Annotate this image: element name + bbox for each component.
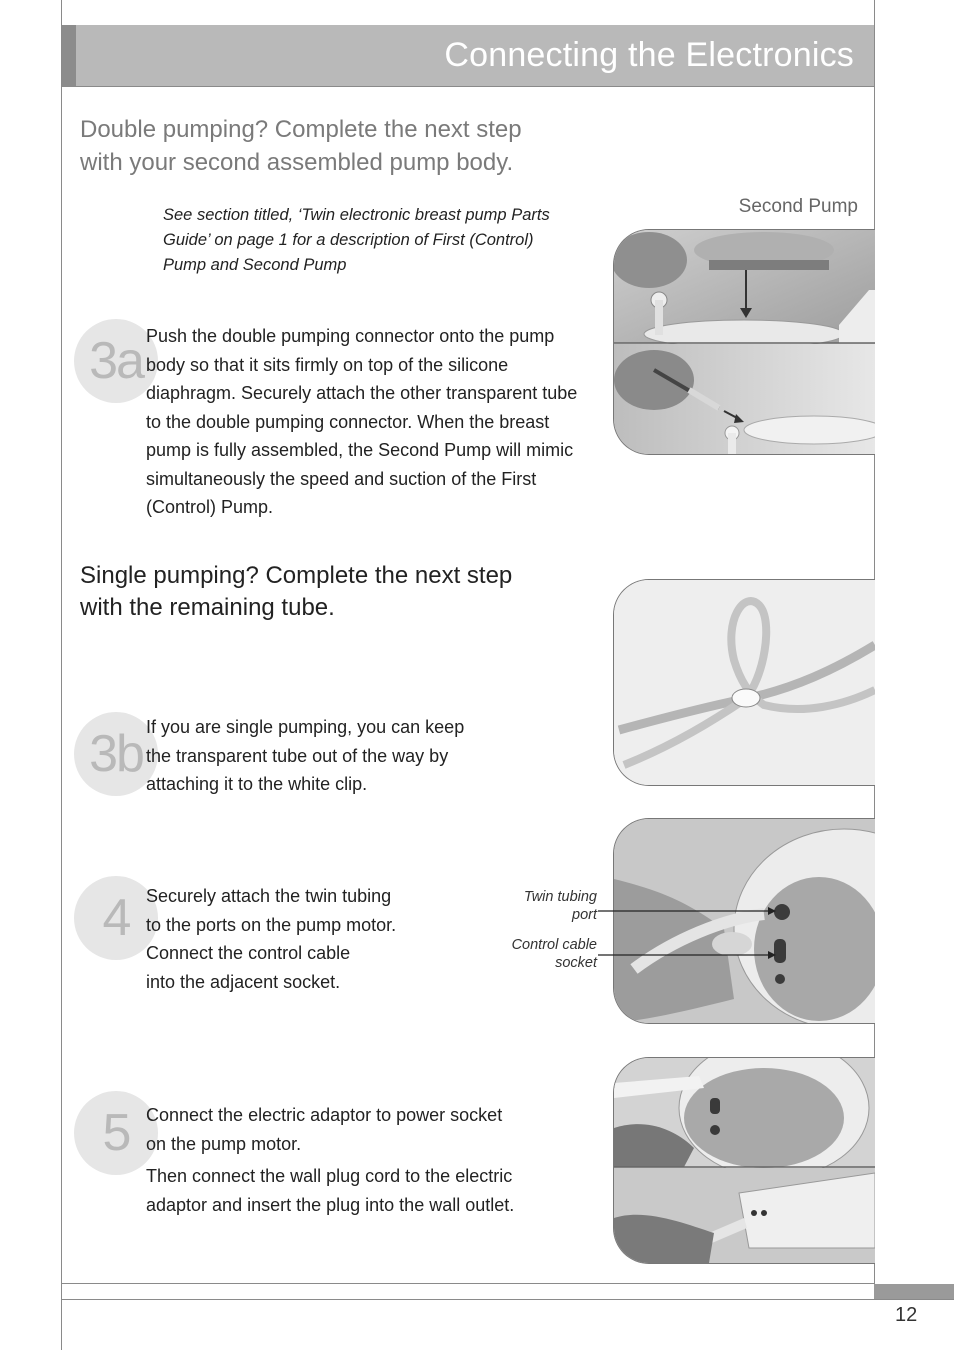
second-pump-photo bbox=[613, 229, 875, 455]
note-line: Pump and Second Pump bbox=[163, 256, 347, 274]
callout-line: socket bbox=[555, 955, 597, 971]
double-pumping-heading bbox=[80, 113, 522, 179]
step-4-number: 4 bbox=[74, 876, 158, 960]
callout-line: Twin tubing bbox=[523, 889, 597, 905]
step-line: diaphragm. Securely attach the other transparent tube bbox=[146, 383, 578, 403]
step-line: adaptor and insert the plug into the wall outlet. bbox=[146, 1194, 515, 1215]
step-5-text bbox=[146, 1101, 514, 1219]
heading-line: with the remaining tube. bbox=[80, 594, 335, 621]
callout-line: Control cable bbox=[511, 937, 597, 953]
step-line: to the ports on the pump motor. bbox=[146, 914, 397, 935]
page-title: Connecting the Electronics bbox=[444, 36, 854, 74]
step-line: the transparent tube out of the way by bbox=[146, 745, 449, 766]
heading-line: Double pumping? Complete the next step bbox=[80, 116, 522, 143]
parts-guide-note bbox=[163, 203, 550, 278]
step-line: (Control) Pump. bbox=[146, 497, 274, 517]
step-5-number: 5 bbox=[74, 1091, 158, 1175]
callout-leaders bbox=[598, 900, 798, 980]
step-line: into the adjacent socket. bbox=[146, 971, 341, 992]
step-line: If you are single pumping, you can keep bbox=[146, 717, 465, 737]
page-number: 12 bbox=[895, 1304, 918, 1326]
step-4-text bbox=[146, 882, 396, 996]
left-margin-line bbox=[61, 0, 62, 1350]
footer-top-line bbox=[61, 1283, 874, 1284]
control-cable-socket-callout bbox=[480, 936, 597, 972]
header-accent bbox=[62, 25, 76, 86]
note-line: See section titled, ‘Twin electronic breast pump Parts bbox=[163, 206, 550, 224]
second-pump-label: Second Pump bbox=[738, 196, 858, 217]
single-pumping-heading bbox=[80, 560, 512, 624]
step-3a-number: 3a bbox=[74, 319, 158, 403]
step-line: attaching it to the white clip. bbox=[146, 774, 368, 794]
footer-tab bbox=[874, 1284, 954, 1299]
step-line: body so that it sits firmly on top of the silicone bbox=[146, 354, 509, 375]
step-3b-number: 3b bbox=[74, 712, 158, 796]
step-line: Connect the control cable bbox=[146, 943, 351, 963]
step-line: Securely attach the twin tubing bbox=[146, 886, 392, 906]
power-adaptor-photo bbox=[613, 1057, 875, 1264]
heading-line: Single pumping? Complete the next step bbox=[80, 562, 513, 589]
step-3a-text bbox=[146, 322, 577, 522]
tube-clip-photo bbox=[613, 579, 875, 786]
footer-bottom-line bbox=[61, 1299, 954, 1300]
step-line: on the pump motor. bbox=[146, 1133, 302, 1154]
note-line: Guide’ on page 1 for a description of First (Control) bbox=[163, 231, 534, 249]
header-bottom-line bbox=[61, 86, 874, 87]
step-line: to the double pumping connector. When the breast bbox=[146, 411, 550, 432]
step-line: Push the double pumping connector onto the pump bbox=[146, 326, 555, 346]
heading-line: with your second assembled pump body. bbox=[80, 149, 514, 176]
step-3b-text bbox=[146, 713, 464, 799]
twin-tubing-port-callout bbox=[480, 888, 597, 924]
step-line: Then connect the wall plug cord to the electric bbox=[146, 1166, 513, 1186]
step-line: simultaneously the speed and suction of the First bbox=[146, 468, 537, 489]
step-line: Connect the electric adaptor to power socket bbox=[146, 1105, 503, 1125]
callout-line: port bbox=[572, 907, 597, 923]
step-line: pump is fully assembled, the Second Pump will mimic bbox=[146, 440, 574, 460]
